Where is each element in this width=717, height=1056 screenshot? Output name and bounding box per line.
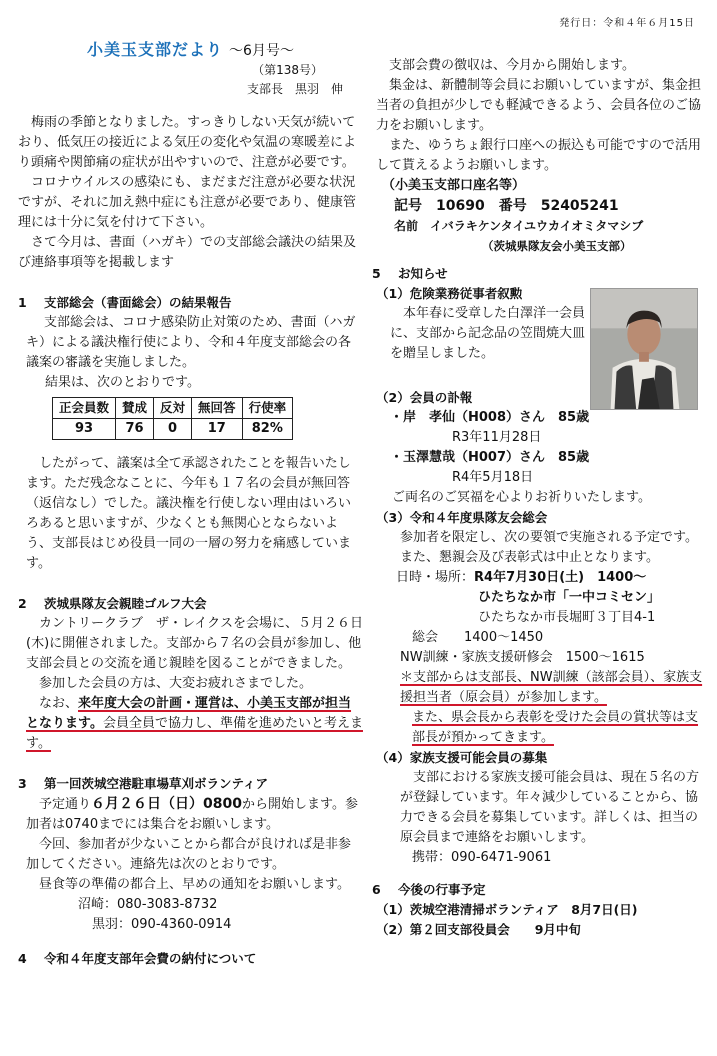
section-paragraph: したがって、議案は全て承認されたことを報告いたします。ただ残念なことに、今年も１７名の会員が無回答（返信なし）でした。議決権を行使しない理由はいろいろあると思いますが、少なくとも無関心とならないよう、支部長はじめ役員一同の一層の努力を痛感しています。 bbox=[26, 456, 352, 571]
event-address: ひたちなか市長堀町３丁目4-1 bbox=[478, 610, 656, 625]
table-row bbox=[53, 419, 293, 440]
highlight-text: 来年度大会の計画・運営は、小美玉支部が担当となります。 bbox=[26, 696, 352, 731]
obituary-date: R4年5月18日 bbox=[452, 470, 534, 485]
account-name: 名前 イバラキケンタイユウカイオミタマシブ bbox=[394, 219, 644, 233]
newsletter-title bbox=[18, 40, 363, 61]
obituary-entry: ・岸 孝仙（H008）さん 85歳 bbox=[390, 410, 590, 425]
section-paragraph: 結果は、次のとおりです。 bbox=[45, 375, 200, 390]
table-header: 行使率 bbox=[242, 398, 293, 419]
section-paragraph: 支部における家族支援可能会員は、現在５名の方が登録しています。年々減少していることから、協力できる会員を募集しています。詳しくは、担当の原会員まで連絡をお願いします。 bbox=[400, 770, 700, 845]
account-name-kanji: （茨城県隊友会小美玉支部） bbox=[482, 239, 632, 253]
condolence: ご両名のご冥福を心よりお祈りいたします。 bbox=[392, 490, 651, 505]
issue-number: （第138号） bbox=[252, 63, 323, 77]
issue-date: 発行日：令和４年６月15日 bbox=[559, 18, 695, 29]
table-header: 無回答 bbox=[192, 398, 243, 419]
section-heading: 2 茨城県隊友会親睦ゴルフ大会 bbox=[18, 596, 207, 611]
section-paragraph: 本年春に受章した白澤洋一会員に、支部から記念品の笠間焼大皿を贈呈しました。 bbox=[390, 306, 586, 361]
author: 支部長 黒羽 伸 bbox=[246, 82, 343, 96]
subheading: （4）家族支援可能会員の募集 bbox=[376, 750, 548, 765]
obituary-date: R3年11月28日 bbox=[452, 430, 542, 445]
section-paragraph: 参加者を限定し、次の要領で実施される予定です。 bbox=[400, 530, 698, 545]
section-paragraph: 予定通り６月２６日（日）0800から開始します。参加者は0740までには集合をお願いします。 bbox=[26, 796, 358, 832]
event-schedule: NW訓練・家族支援研修会 1500〜1615 bbox=[400, 650, 645, 665]
intro-paragraph: コロナウイルスの感染にも、まだまだ注意が必要な状況ですが、それに加え熱中症にも注意が必要であり、健康管理には十分に気を付けて下さい。 bbox=[18, 175, 357, 230]
event-item: （2）第２回支部役員会 9月中旬 bbox=[376, 922, 581, 937]
section-heading: 4 令和４年度支部年会費の納付について bbox=[18, 951, 257, 966]
left-column bbox=[18, 40, 363, 969]
event-note: ＊支部からは支部長、NW訓練（該部会員）、家族支援担当者（原会員）が参加します。 bbox=[400, 670, 703, 705]
section-paragraph: また、懇親会及び表彰式は中止となります。 bbox=[400, 550, 659, 565]
contact: 沼崎：080-3083-8732 bbox=[78, 897, 218, 912]
section-paragraph: 支部会費の徴収は、今月から開始します。 bbox=[389, 58, 635, 73]
account-title: （小美玉支部口座名等） bbox=[382, 178, 526, 193]
phone-number: 携帯：090-6471-9061 bbox=[412, 850, 552, 865]
section-paragraph: 支部総会は、コロナ感染防止対策のため、書面（ハガキ）による議決権行使により、令和４年度支部総会の各議案の審議を実施しました。 bbox=[26, 315, 356, 370]
event-note: また、県会長から表彰を受けた会員の賞状等は支部長が預かってきます。 bbox=[412, 710, 699, 745]
event-schedule: 総会 1400〜1450 bbox=[412, 630, 544, 645]
table-header: 賛成 bbox=[116, 398, 154, 419]
event-item: （1）茨城空港清掃ボランティア 8月7日(日) bbox=[376, 902, 638, 917]
subheading: （3）令和４年度県隊友会総会 bbox=[376, 510, 548, 525]
results-table bbox=[52, 397, 293, 440]
right-column bbox=[372, 56, 707, 940]
section-heading: 1 支部総会（書面総会）の結果報告 bbox=[18, 295, 232, 310]
obituary-entry: ・玉澤慧哉（H007）さん 85歳 bbox=[390, 450, 590, 465]
table-header-row bbox=[53, 398, 293, 419]
subheading: （1）危険業務従事者叙勲 bbox=[376, 286, 523, 301]
section-heading: 5 お知らせ bbox=[372, 266, 448, 281]
portrait-photo bbox=[590, 288, 698, 410]
section-paragraph: カントリークラブ ザ・レイクスを会場に、５月２６日(木)に開催されました。支部から７名の会員が参加し、他支部会員との交流を通じ親睦を図ることができました。 bbox=[26, 616, 363, 671]
section-heading: 6 今後の行事予定 bbox=[372, 882, 486, 897]
event-datetime: 日時・場所：R4年7月30日(土) 1400〜 bbox=[396, 570, 647, 585]
section-paragraph: なお、来年度大会の計画・運営は、小美玉支部が担当となります。会員全員で協力し、準備を進めたいと考えます。 bbox=[26, 696, 363, 751]
table-cell: 76 bbox=[116, 419, 154, 440]
table-cell: 93 bbox=[53, 419, 116, 440]
table-cell: 17 bbox=[192, 419, 243, 440]
subheading: （2）会員の訃報 bbox=[376, 390, 473, 405]
account-number: 記号 10690 番号 52405241 bbox=[394, 198, 619, 214]
table-cell: 82% bbox=[242, 419, 293, 440]
intro-paragraph: さて今月は、書面（ハガキ）での支部総会議決の結果及び連絡事項等を掲載します bbox=[18, 235, 357, 270]
section-paragraph: 今回、参加者が少ないことから都合が良ければ是非参加してください。連絡先は次のとおりです。 bbox=[26, 837, 352, 872]
section-paragraph: 昼食等の準備の都合上、早めの通知をお願いします。 bbox=[39, 877, 350, 892]
table-header: 正会員数 bbox=[53, 398, 116, 419]
section-paragraph: 参加した会員の方は、大変お疲れさまでした。 bbox=[39, 676, 313, 691]
contact: 黒羽：090-4360-0914 bbox=[92, 917, 232, 932]
section-paragraph: 集金は、新體制等会員にお願いしていますが、集金担当者の負担が少しでも軽減できるよう、会員各位のご協力をお願いします。 bbox=[376, 78, 702, 133]
section-paragraph: また、ゆうちょ銀行口座への振込も可能ですので活用して貰えるようお願いします。 bbox=[376, 138, 702, 173]
table-header: 反対 bbox=[154, 398, 192, 419]
title-main: 小美玉支部だより bbox=[87, 40, 224, 59]
table-cell: 0 bbox=[154, 419, 192, 440]
title-month: 〜6月号〜 bbox=[229, 43, 294, 59]
intro-paragraph: 梅雨の季節となりました。すっきりしない天気が続いており、低気圧の接近による気圧の変化や気温の寒暖差により頭痛や関節痛の症状が出やすいので、注意が必要です。 bbox=[18, 115, 357, 170]
section-heading: 3 第一回茨城空港駐車場草刈ボランティア bbox=[18, 776, 269, 791]
event-place: ひたちなか市「一中コミセン」 bbox=[478, 590, 661, 605]
portrait-image bbox=[591, 289, 697, 409]
